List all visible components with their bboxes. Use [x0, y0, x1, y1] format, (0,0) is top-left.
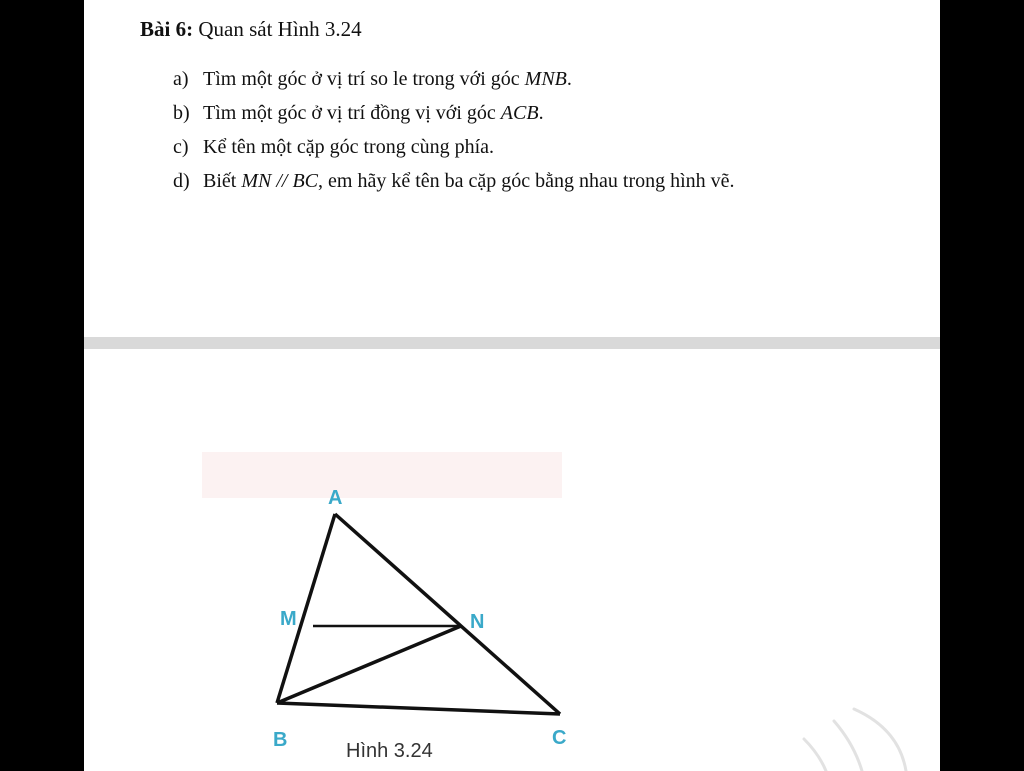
- question-math: ACB: [500, 102, 539, 124]
- point-label-n: N: [470, 611, 485, 633]
- watermark-stroke: [854, 709, 906, 771]
- point-label-a: A: [328, 487, 343, 509]
- question-math: MNB: [524, 68, 567, 90]
- question-text-end: .: [538, 102, 544, 124]
- question-c: [140, 130, 920, 164]
- watermark-stroke: [804, 739, 826, 771]
- question-text: Tìm một góc ở vị trí đồng vị với góc: [203, 102, 501, 124]
- question-letter: a): [173, 68, 189, 90]
- page-divider: [84, 337, 940, 349]
- question-letter: d): [173, 170, 190, 192]
- question-text-end: , em hãy kể tên ba cặp góc bằng nhau trong hình vẽ.: [318, 170, 735, 192]
- exercise-heading: [140, 14, 920, 44]
- figure-3-24: [84, 349, 940, 771]
- question-text: Tìm một góc ở vị trí so le trong với góc: [203, 68, 525, 90]
- question-b: [140, 96, 920, 130]
- triangle-diagram: [84, 349, 940, 771]
- question-text-end: .: [566, 68, 572, 90]
- document-page: [84, 0, 940, 771]
- point-label-m: M: [280, 608, 297, 630]
- question-text: Biết: [203, 170, 242, 192]
- exercise-text: [140, 14, 920, 198]
- question-math: MN // BC: [241, 170, 319, 192]
- watermark-stroke: [834, 721, 862, 771]
- segment-bn: [277, 626, 461, 703]
- question-text: Kể tên một cặp góc trong cùng phía.: [203, 136, 495, 158]
- point-label-c: C: [552, 727, 567, 749]
- question-d: [140, 164, 920, 198]
- point-label-b: B: [273, 729, 288, 751]
- segment-bc: [277, 703, 560, 714]
- segment-ac: [335, 514, 560, 714]
- question-list: [140, 62, 920, 198]
- figure-caption: Hình 3.24: [346, 740, 433, 762]
- question-letter: b): [173, 102, 190, 124]
- question-letter: c): [173, 136, 189, 158]
- exercise-label: Bài 6:: [140, 17, 194, 41]
- question-a: [140, 62, 920, 96]
- exercise-title: Quan sát Hình 3.24: [198, 17, 362, 41]
